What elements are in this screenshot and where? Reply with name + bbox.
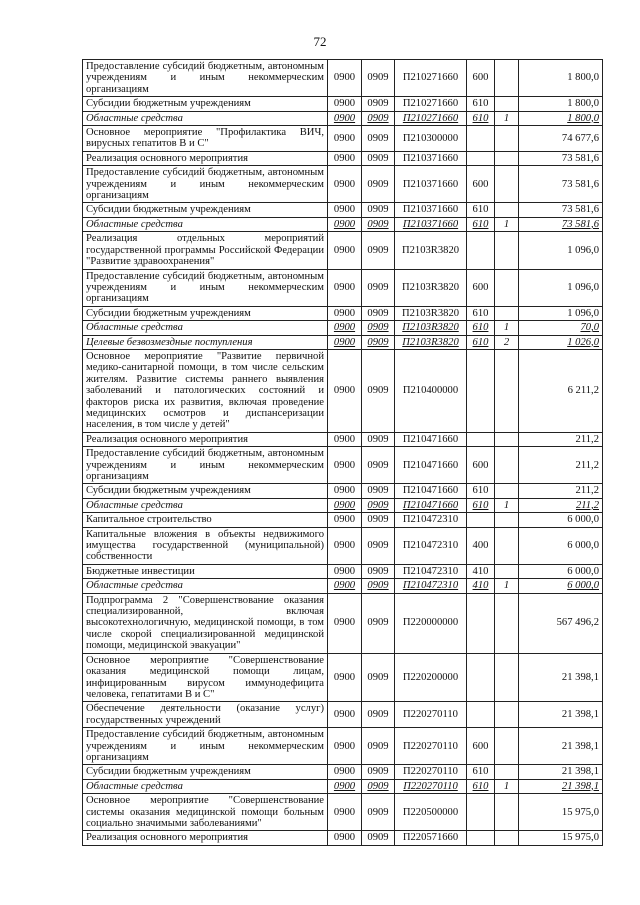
expense-type-cell: 600 [467, 447, 495, 484]
row-name-cell: Субсидии бюджетным учреждениям [83, 203, 328, 217]
funding-source-cell [495, 151, 519, 165]
table-row [83, 126, 603, 152]
row-name-cell: Областные средства [83, 321, 328, 335]
expense-type-cell [467, 232, 495, 269]
amount-cell: 1 096,0 [519, 232, 603, 269]
dept-code-cell: 0900 [328, 321, 362, 335]
section-code-cell: 0909 [362, 203, 395, 217]
funding-source-cell [495, 60, 519, 97]
funding-source-cell [495, 306, 519, 320]
dept-code-cell: 0900 [328, 97, 362, 111]
amount-cell: 21 398,1 [519, 702, 603, 728]
dept-code-cell: 0900 [328, 728, 362, 765]
funding-source-cell: 1 [495, 321, 519, 335]
table-row [83, 593, 603, 653]
target-article-cell: П220000000 [395, 593, 467, 653]
target-article-cell: П2103R3820 [395, 335, 467, 349]
target-article-cell: П210271660 [395, 111, 467, 125]
amount-cell: 21 398,1 [519, 779, 603, 793]
dept-code-cell: 0900 [328, 306, 362, 320]
amount-cell: 73 581,6 [519, 203, 603, 217]
funding-source-cell [495, 432, 519, 446]
target-article-cell: П220270110 [395, 728, 467, 765]
dept-code-cell: 0900 [328, 702, 362, 728]
table-row [83, 702, 603, 728]
amount-cell: 70,0 [519, 321, 603, 335]
table-row [83, 432, 603, 446]
dept-code-cell: 0900 [328, 498, 362, 512]
row-name-cell: Капитальное строительство [83, 513, 328, 527]
funding-source-cell: 1 [495, 111, 519, 125]
expense-type-cell: 600 [467, 166, 495, 203]
dept-code-cell: 0900 [328, 831, 362, 845]
amount-cell: 1 800,0 [519, 60, 603, 97]
amount-cell: 73 581,6 [519, 166, 603, 203]
amount-cell: 6 211,2 [519, 349, 603, 432]
funding-source-cell [495, 527, 519, 564]
funding-source-cell [495, 728, 519, 765]
row-name-cell: Предоставление субсидий бюджетным, автономным учреждениям и иным некоммерческим организациям [83, 60, 328, 97]
expense-type-cell: 600 [467, 269, 495, 306]
expense-type-cell [467, 794, 495, 831]
expense-type-cell [467, 593, 495, 653]
amount-cell: 567 496,2 [519, 593, 603, 653]
section-code-cell: 0909 [362, 564, 395, 578]
amount-cell: 73 581,6 [519, 151, 603, 165]
table-row [83, 349, 603, 432]
funding-source-cell [495, 794, 519, 831]
dept-code-cell: 0900 [328, 232, 362, 269]
expense-type-cell: 600 [467, 60, 495, 97]
dept-code-cell: 0900 [328, 794, 362, 831]
target-article-cell: П210472310 [395, 527, 467, 564]
funding-source-cell [495, 269, 519, 306]
dept-code-cell: 0900 [328, 335, 362, 349]
row-name-cell: Областные средства [83, 579, 328, 593]
section-code-cell: 0909 [362, 60, 395, 97]
amount-cell: 21 398,1 [519, 728, 603, 765]
expense-type-cell: 410 [467, 564, 495, 578]
funding-source-cell [495, 564, 519, 578]
dept-code-cell: 0900 [328, 203, 362, 217]
dept-code-cell: 0900 [328, 349, 362, 432]
target-article-cell: П2103R3820 [395, 321, 467, 335]
table-row [83, 728, 603, 765]
row-name-cell: Основное мероприятие "Профилактика ВИЧ, вирусных гепатитов В и С" [83, 126, 328, 152]
row-name-cell: Областные средства [83, 217, 328, 231]
amount-cell: 211,2 [519, 484, 603, 498]
section-code-cell: 0909 [362, 151, 395, 165]
table-row [83, 335, 603, 349]
section-code-cell: 0909 [362, 349, 395, 432]
table-row [83, 151, 603, 165]
dept-code-cell: 0900 [328, 579, 362, 593]
row-name-cell: Предоставление субсидий бюджетным, автономным учреждениям и иным некоммерческим организациям [83, 166, 328, 203]
row-name-cell: Субсидии бюджетным учреждениям [83, 97, 328, 111]
table-row [83, 217, 603, 231]
row-name-cell: Реализация основного мероприятия [83, 432, 328, 446]
target-article-cell: П210472310 [395, 513, 467, 527]
dept-code-cell: 0900 [328, 653, 362, 702]
section-code-cell: 0909 [362, 579, 395, 593]
section-code-cell: 0909 [362, 306, 395, 320]
table-row [83, 321, 603, 335]
target-article-cell: П2103R3820 [395, 232, 467, 269]
row-name-cell: Областные средства [83, 779, 328, 793]
target-article-cell: П210471660 [395, 432, 467, 446]
expense-type-cell: 410 [467, 579, 495, 593]
table-row [83, 579, 603, 593]
dept-code-cell: 0900 [328, 269, 362, 306]
expense-type-cell [467, 349, 495, 432]
section-code-cell: 0909 [362, 498, 395, 512]
amount-cell: 6 000,0 [519, 513, 603, 527]
expense-type-cell: 600 [467, 728, 495, 765]
table-row [83, 564, 603, 578]
target-article-cell: П210471660 [395, 498, 467, 512]
funding-source-cell: 1 [495, 217, 519, 231]
table-row [83, 794, 603, 831]
expense-type-cell: 610 [467, 765, 495, 779]
target-article-cell: П210400000 [395, 349, 467, 432]
section-code-cell: 0909 [362, 217, 395, 231]
amount-cell: 21 398,1 [519, 765, 603, 779]
funding-source-cell [495, 203, 519, 217]
section-code-cell: 0909 [362, 765, 395, 779]
dept-code-cell: 0900 [328, 765, 362, 779]
row-name-cell: Целевые безвозмездные поступления [83, 335, 328, 349]
funding-source-cell [495, 447, 519, 484]
section-code-cell: 0909 [362, 232, 395, 269]
funding-source-cell [495, 232, 519, 269]
target-article-cell: П220571660 [395, 831, 467, 845]
funding-source-cell [495, 593, 519, 653]
row-name-cell: Предоставление субсидий бюджетным, автономным учреждениям и иным некоммерческим организациям [83, 269, 328, 306]
row-name-cell: Основное мероприятие "Совершенствование системы оказания медицинской помощи больным социально значимыми заболеваниями" [83, 794, 328, 831]
row-name-cell: Областные средства [83, 498, 328, 512]
amount-cell: 1 096,0 [519, 306, 603, 320]
section-code-cell: 0909 [362, 779, 395, 793]
target-article-cell: П220270110 [395, 779, 467, 793]
expense-type-cell [467, 432, 495, 446]
expense-type-cell: 610 [467, 779, 495, 793]
amount-cell: 15 975,0 [519, 794, 603, 831]
section-code-cell: 0909 [362, 126, 395, 152]
row-name-cell: Реализация отдельных мероприятий государственной программы Российской Федерации "Развитие здравоохранения" [83, 232, 328, 269]
dept-code-cell: 0900 [328, 111, 362, 125]
table-row [83, 306, 603, 320]
dept-code-cell: 0900 [328, 60, 362, 97]
funding-source-cell [495, 513, 519, 527]
target-article-cell: П2103R3820 [395, 269, 467, 306]
target-article-cell: П2103R3820 [395, 306, 467, 320]
expense-type-cell [467, 126, 495, 152]
dept-code-cell: 0900 [328, 126, 362, 152]
table-row [83, 484, 603, 498]
table-row [83, 513, 603, 527]
row-name-cell: Областные средства [83, 111, 328, 125]
target-article-cell: П210471660 [395, 484, 467, 498]
funding-source-cell [495, 831, 519, 845]
table-row [83, 111, 603, 125]
funding-source-cell [495, 126, 519, 152]
funding-source-cell: 1 [495, 579, 519, 593]
table-row [83, 765, 603, 779]
funding-source-cell [495, 349, 519, 432]
target-article-cell: П210271660 [395, 60, 467, 97]
expense-type-cell [467, 151, 495, 165]
row-name-cell: Основное мероприятие "Совершенствование оказания медицинской помощи лицам, инфицированным вирусом иммунодефицита человека, гепатитами В и С" [83, 653, 328, 702]
section-code-cell: 0909 [362, 432, 395, 446]
table-row [83, 779, 603, 793]
target-article-cell: П220500000 [395, 794, 467, 831]
amount-cell: 15 975,0 [519, 831, 603, 845]
expense-type-cell: 400 [467, 527, 495, 564]
expense-type-cell [467, 653, 495, 702]
target-article-cell: П210472310 [395, 564, 467, 578]
funding-source-cell [495, 702, 519, 728]
section-code-cell: 0909 [362, 97, 395, 111]
row-name-cell: Предоставление субсидий бюджетным, автономным учреждениям и иным некоммерческим организациям [83, 447, 328, 484]
row-name-cell: Капитальные вложения в объекты недвижимого имущества государственной (муниципальной) собственности [83, 527, 328, 564]
section-code-cell: 0909 [362, 794, 395, 831]
row-name-cell: Субсидии бюджетным учреждениям [83, 306, 328, 320]
target-article-cell: П210472310 [395, 579, 467, 593]
row-name-cell: Подпрограмма 2 "Совершенствование оказания специализированной, включая высокотехнологичную, медицинской помощи, в том числе скорой специализированной медицинской помощи, медицинской эвакуации" [83, 593, 328, 653]
table-row [83, 203, 603, 217]
target-article-cell: П210471660 [395, 447, 467, 484]
target-article-cell: П210371660 [395, 203, 467, 217]
amount-cell: 21 398,1 [519, 653, 603, 702]
amount-cell: 6 000,0 [519, 564, 603, 578]
section-code-cell: 0909 [362, 447, 395, 484]
expense-type-cell: 610 [467, 217, 495, 231]
expense-type-cell: 610 [467, 484, 495, 498]
section-code-cell: 0909 [362, 593, 395, 653]
table-row [83, 527, 603, 564]
budget-table [82, 59, 603, 846]
target-article-cell: П220200000 [395, 653, 467, 702]
funding-source-cell: 2 [495, 335, 519, 349]
dept-code-cell: 0900 [328, 217, 362, 231]
table-row [83, 831, 603, 845]
budget-table-body [83, 60, 603, 846]
amount-cell: 73 581,6 [519, 217, 603, 231]
expense-type-cell: 610 [467, 203, 495, 217]
section-code-cell: 0909 [362, 335, 395, 349]
dept-code-cell: 0900 [328, 447, 362, 484]
section-code-cell: 0909 [362, 728, 395, 765]
target-article-cell: П210371660 [395, 166, 467, 203]
section-code-cell: 0909 [362, 702, 395, 728]
amount-cell: 211,2 [519, 432, 603, 446]
funding-source-cell [495, 765, 519, 779]
funding-source-cell [495, 484, 519, 498]
amount-cell: 74 677,6 [519, 126, 603, 152]
dept-code-cell: 0900 [328, 527, 362, 564]
table-row [83, 653, 603, 702]
dept-code-cell: 0900 [328, 779, 362, 793]
table-row [83, 166, 603, 203]
dept-code-cell: 0900 [328, 151, 362, 165]
expense-type-cell: 610 [467, 321, 495, 335]
section-code-cell: 0909 [362, 484, 395, 498]
row-name-cell: Субсидии бюджетным учреждениям [83, 484, 328, 498]
table-row [83, 447, 603, 484]
row-name-cell: Субсидии бюджетным учреждениям [83, 765, 328, 779]
table-row [83, 232, 603, 269]
funding-source-cell [495, 97, 519, 111]
expense-type-cell [467, 513, 495, 527]
dept-code-cell: 0900 [328, 564, 362, 578]
funding-source-cell [495, 653, 519, 702]
expense-type-cell: 610 [467, 498, 495, 512]
dept-code-cell: 0900 [328, 484, 362, 498]
section-code-cell: 0909 [362, 527, 395, 564]
target-article-cell: П210300000 [395, 126, 467, 152]
expense-type-cell: 610 [467, 306, 495, 320]
expense-type-cell [467, 831, 495, 845]
amount-cell: 6 000,0 [519, 527, 603, 564]
row-name-cell: Бюджетные инвестиции [83, 564, 328, 578]
amount-cell: 1 800,0 [519, 97, 603, 111]
target-article-cell: П220270110 [395, 765, 467, 779]
dept-code-cell: 0900 [328, 166, 362, 203]
amount-cell: 6 000,0 [519, 579, 603, 593]
row-name-cell: Предоставление субсидий бюджетным, автономным учреждениям и иным некоммерческим организациям [83, 728, 328, 765]
row-name-cell: Основное мероприятие "Развитие первичной медико-санитарной помощи, в том числе сельским жителям. Развитие системы раннего выявления заболеваний и патологических состояний и факторов риска их развития, включая проведение медицинских осмотров и диспансеризации населения, в том числе у детей" [83, 349, 328, 432]
amount-cell: 1 096,0 [519, 269, 603, 306]
table-row [83, 97, 603, 111]
dept-code-cell: 0900 [328, 593, 362, 653]
amount-cell: 211,2 [519, 447, 603, 484]
funding-source-cell [495, 166, 519, 203]
page-number: 72 [313, 34, 327, 49]
amount-cell: 211,2 [519, 498, 603, 512]
section-code-cell: 0909 [362, 166, 395, 203]
expense-type-cell: 610 [467, 111, 495, 125]
funding-source-cell: 1 [495, 498, 519, 512]
section-code-cell: 0909 [362, 111, 395, 125]
row-name-cell: Реализация основного мероприятия [83, 831, 328, 845]
amount-cell: 1 026,0 [519, 335, 603, 349]
section-code-cell: 0909 [362, 321, 395, 335]
section-code-cell: 0909 [362, 269, 395, 306]
row-name-cell: Реализация основного мероприятия [83, 151, 328, 165]
funding-source-cell: 1 [495, 779, 519, 793]
target-article-cell: П210271660 [395, 97, 467, 111]
target-article-cell: П220270110 [395, 702, 467, 728]
target-article-cell: П210371660 [395, 151, 467, 165]
section-code-cell: 0909 [362, 513, 395, 527]
table-row [83, 60, 603, 97]
section-code-cell: 0909 [362, 831, 395, 845]
section-code-cell: 0909 [362, 653, 395, 702]
expense-type-cell: 610 [467, 97, 495, 111]
amount-cell: 1 800,0 [519, 111, 603, 125]
dept-code-cell: 0900 [328, 513, 362, 527]
table-row [83, 498, 603, 512]
target-article-cell: П210371660 [395, 217, 467, 231]
expense-type-cell: 610 [467, 335, 495, 349]
expense-type-cell [467, 702, 495, 728]
dept-code-cell: 0900 [328, 432, 362, 446]
row-name-cell: Обеспечение деятельности (оказание услуг) государственных учреждений [83, 702, 328, 728]
table-row [83, 269, 603, 306]
